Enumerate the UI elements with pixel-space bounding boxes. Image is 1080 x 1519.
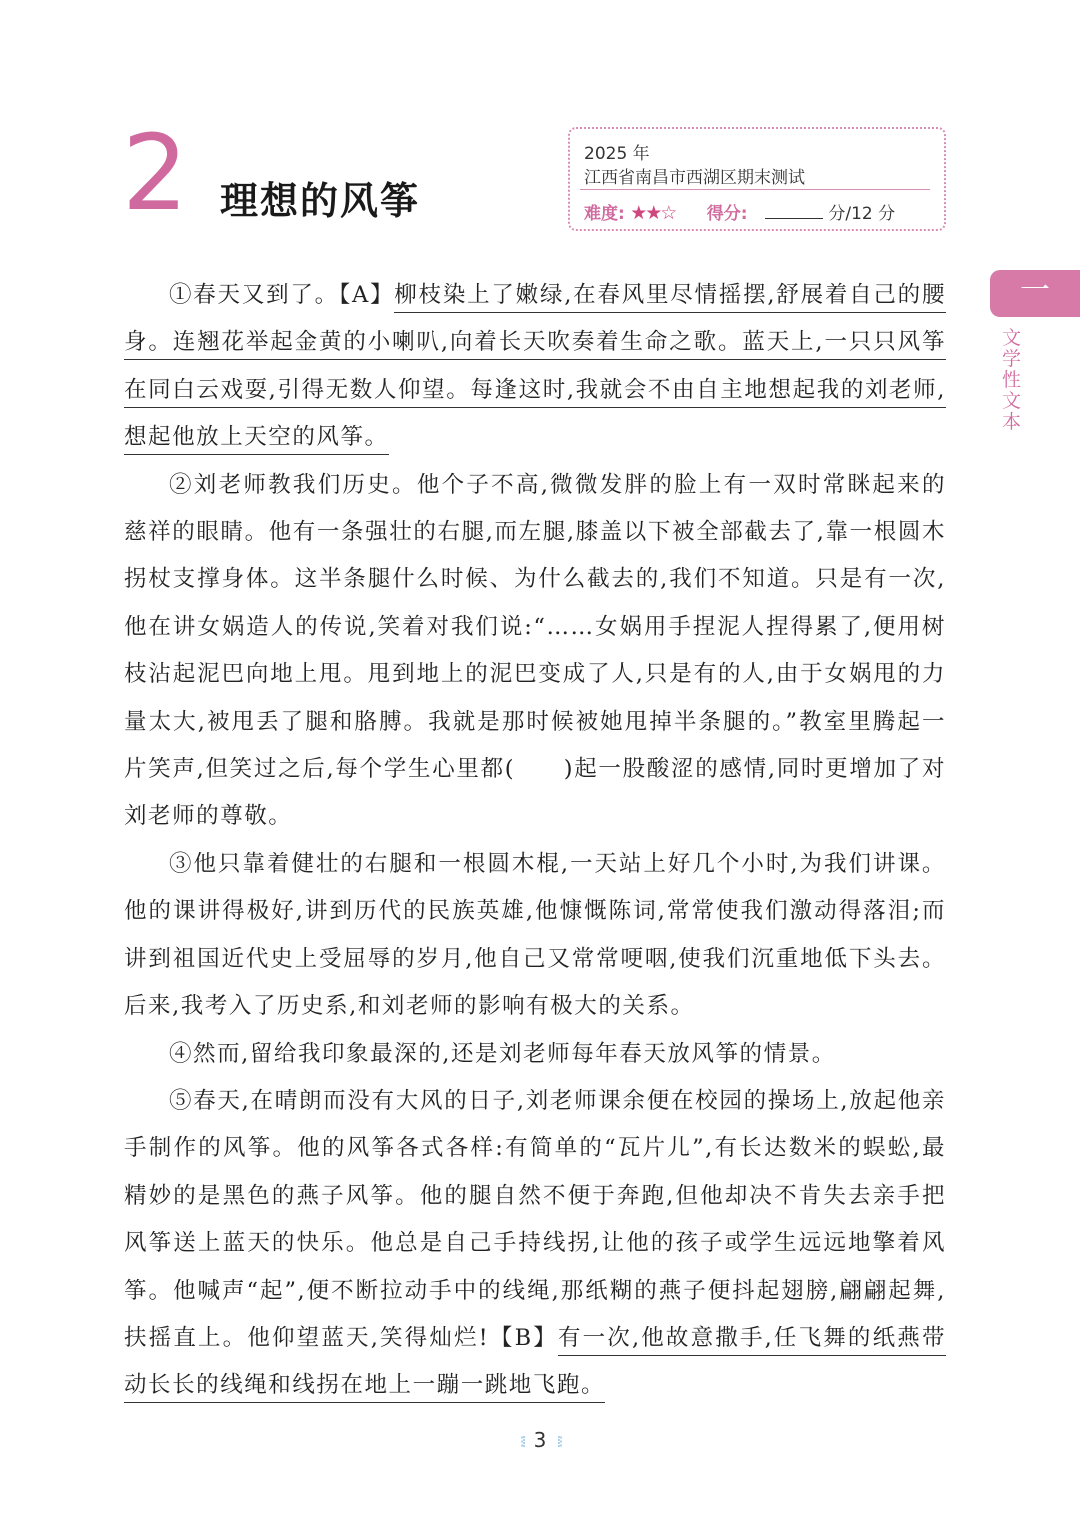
score-label: 得分: (706, 204, 748, 224)
info-divider (580, 189, 930, 190)
exam-info-box (568, 127, 946, 231)
paragraph-5 (124, 1078, 946, 1410)
score-blank[interactable] (765, 204, 823, 219)
exam-source: 江西省南昌市西湖区期末测试 (584, 168, 805, 188)
difficulty-score-row (584, 199, 895, 224)
page-number: 3 (533, 1428, 547, 1452)
score-total: 分/12 分 (828, 204, 896, 224)
difficulty-stars-icon: ★★☆ (630, 202, 676, 224)
paragraph-2: ②刘老师教我们历史。他个子不高,微微发胖的脸上有一双时常眯起来的慈祥的眼睛。他有一条强壮的右腿,而左腿,膝盖以下被全部截去了,靠一根圆木拐杖支撑身体。这半条腿什么时候、为什么截去的,我们不知道。只是有一次,他在讲女娲造人的传说,笑着对我们说:“……女娲用手捏泥人捏得累了,便用树枝沾起泥巴向地上甩。甩到地上的泥巴变成了人,只是有的人,由于女娲甩的力量太大,被甩丢了腿和胳膊。我就是那时候被她甩掉半条腿的。”教室里腾起一片笑声,但笑过之后,每个学生心里都( )起一股酸涩的感情,同时更增加了对刘老师的尊敬。 (124, 471, 946, 830)
underlined-passage-b: 有一次,他故意撒手,任飞舞的纸燕带动长长的线绳和线拐在地上一蹦一跳地飞跑。 (124, 1325, 946, 1403)
paragraph-1-start: ①春天又到了。【A】 (169, 282, 395, 308)
paragraph-3: ③他只靠着健壮的右腿和一根圆木棍,一天站上好几个小时,为我们讲课。他的课讲得极好,讲到历代的民族英雄,他慷慨陈词,常常使我们激动得落泪;而讲到祖国近代史上受屈辱的岁月,他自己又常常哽咽,使我们沉重地低下头去。后来,我考入了历史系,和刘老师的影响有极大的关系。 (124, 850, 946, 1020)
paragraph-1 (124, 272, 946, 462)
paragraph-4: ④然而,留给我印象最深的,还是刘老师每年春天放风筝的情景。 (169, 1040, 836, 1067)
difficulty-label: 难度: (584, 204, 625, 224)
right-decoration-icon: ⁞⁝ (556, 1432, 561, 1451)
underlined-passage-a: 柳枝染上了嫩绿,在春风里尽情摇摆,舒展着自己的腰身。连翘花举起金黄的小喇叭,向着长天吹奏着生命之歌。蓝天上,一只只风筝在同白云戏耍,引得无数人仰望。每逢这时,我就会不由自主地想起我的刘老师,想起他放上天空的风筝。 (124, 282, 946, 455)
lesson-number: 2 (122, 112, 189, 234)
section-category-label: 文学性文本 (1002, 327, 1022, 433)
article-body (124, 272, 946, 1410)
page-footer (0, 1428, 1080, 1452)
left-decoration-icon: ⁝⁞ (519, 1432, 524, 1451)
section-tab: 一 (990, 270, 1080, 317)
paragraph-5-start: ⑤春天,在晴朗而没有大风的日子,刘老师课余便在校园的操场上,放起他亲手制作的风筝。他的风筝各式各样:有简单的“瓦片儿”,有长达数米的蜈蚣,最精妙的是黑色的燕子风筝。他的腿自然不便于奔跑,但他却决不肯失去亲手把风筝送上蓝天的快乐。他总是自己手持线拐,让他的孩子或学生远远地擎着风筝。他喊声“起”,便不断拉动手中的线绳,那纸糊的燕子便抖起翅膀,翩翩起舞,扶摇直上。他仰望蓝天,笑得灿烂!【B】 (124, 1087, 946, 1351)
exam-year: 2025 年 (584, 144, 650, 164)
lesson-title: 理想的风筝 (220, 179, 421, 223)
